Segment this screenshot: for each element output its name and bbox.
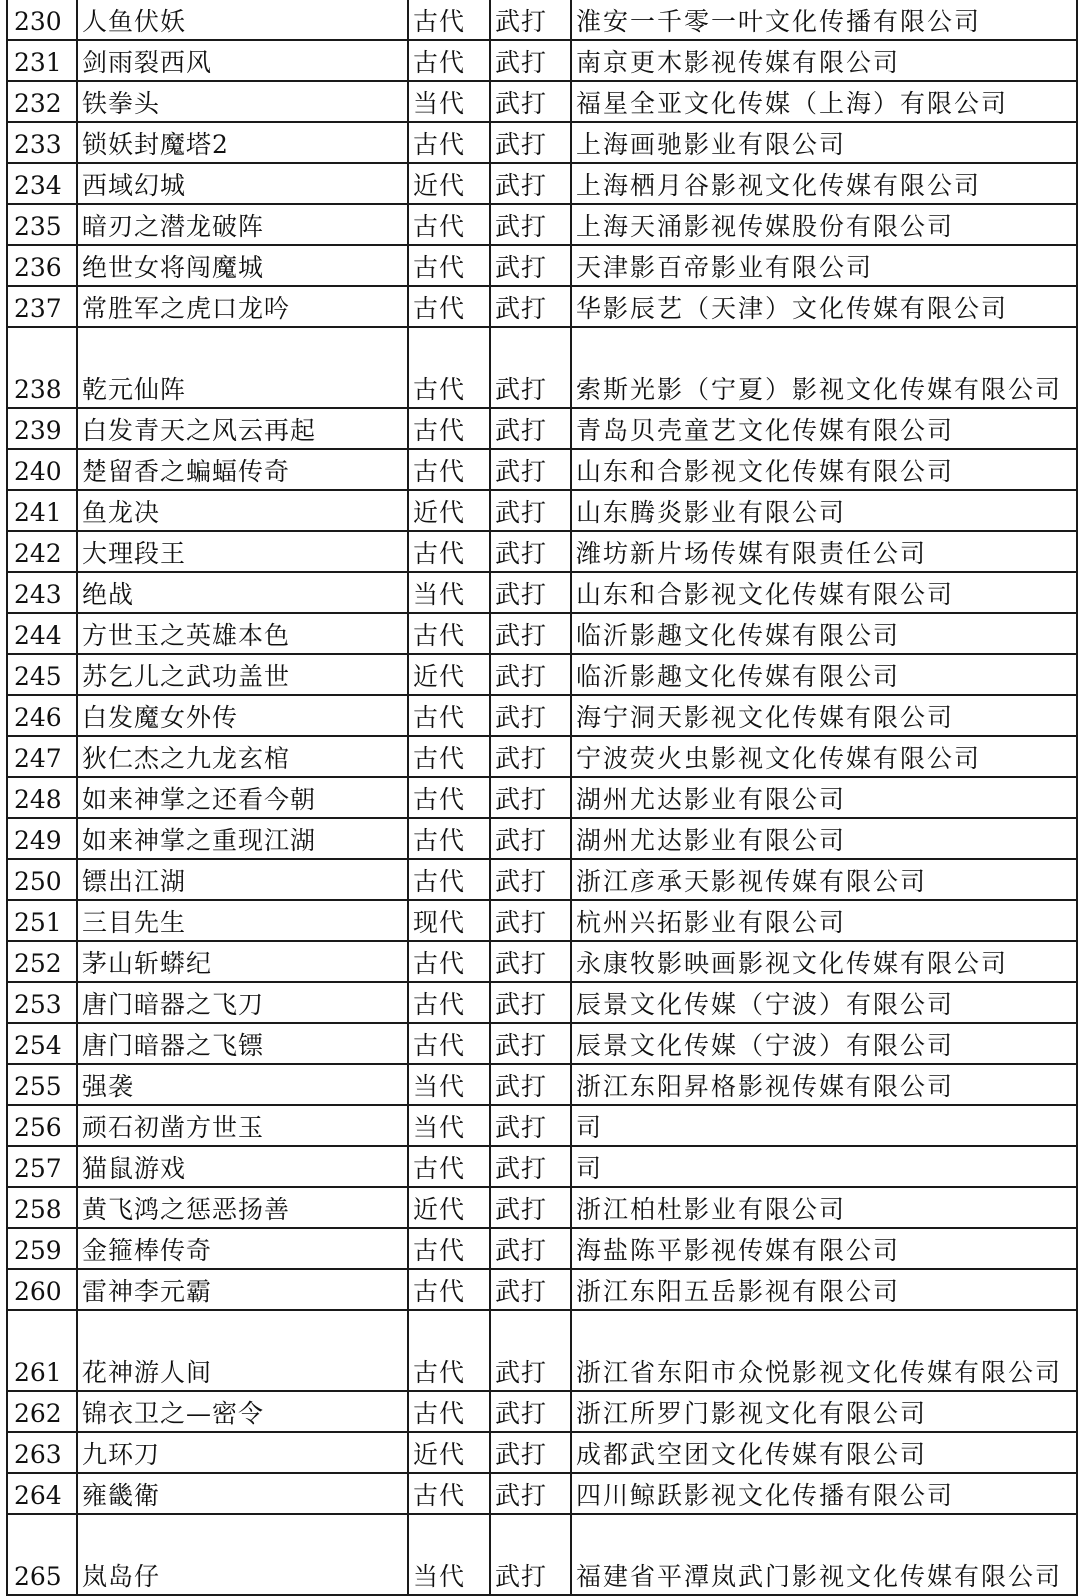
genre-cell: 武打: [490, 572, 571, 613]
genre-cell: 武打: [490, 1310, 571, 1391]
table-row: [7, 818, 1077, 859]
genre-cell: 武打: [490, 1432, 571, 1473]
serial-number-cell: 250: [7, 859, 77, 900]
company-cell: 山东和合影视文化传媒有限公司: [571, 449, 1077, 490]
serial-number-cell: 258: [7, 1187, 77, 1228]
table-row: [7, 408, 1077, 449]
company-cell: 天津影百帝影业有限公司: [571, 245, 1077, 286]
title-cell: 金箍棒传奇: [77, 1228, 408, 1269]
era-cell: 现代: [408, 900, 490, 941]
company-cell: 山东和合影视文化传媒有限公司: [571, 572, 1077, 613]
title-cell: 如来神掌之还看今朝: [77, 777, 408, 818]
company-cell: 浙江所罗门影视文化有限公司: [571, 1391, 1077, 1432]
genre-cell: 武打: [490, 613, 571, 654]
title-cell: 铁拳头: [77, 81, 408, 122]
table-row: [7, 122, 1077, 163]
table-row: [7, 859, 1077, 900]
company-cell: 华影辰艺（天津）文化传媒有限公司: [571, 286, 1077, 327]
title-cell: 大理段王: [77, 531, 408, 572]
table-row: [7, 777, 1077, 818]
genre-cell: 武打: [490, 1473, 571, 1514]
genre-cell: 武打: [490, 449, 571, 490]
company-cell: 南京更木影视传媒有限公司: [571, 40, 1077, 81]
serial-number-cell: 256: [7, 1105, 77, 1146]
era-cell: 古代: [408, 1269, 490, 1310]
serial-number-cell: 248: [7, 777, 77, 818]
company-cell: 宁波荧火虫影视文化传媒有限公司: [571, 736, 1077, 777]
genre-cell: 武打: [490, 1064, 571, 1105]
era-cell: 当代: [408, 81, 490, 122]
title-cell: 苏乞儿之武功盖世: [77, 654, 408, 695]
serial-number-cell: 247: [7, 736, 77, 777]
table-row: [7, 1146, 1077, 1187]
genre-cell: 武打: [490, 163, 571, 204]
table-row: [7, 613, 1077, 654]
table-row: [7, 1473, 1077, 1514]
genre-cell: 武打: [490, 695, 571, 736]
genre-cell: 武打: [490, 1228, 571, 1269]
genre-cell: 武打: [490, 245, 571, 286]
era-cell: 古代: [408, 531, 490, 572]
genre-cell: 武打: [490, 408, 571, 449]
table-row: [7, 941, 1077, 982]
serial-number-cell: 262: [7, 1391, 77, 1432]
company-cell: 浙江彦承天影视传媒有限公司: [571, 859, 1077, 900]
serial-number-cell: 236: [7, 245, 77, 286]
title-cell: 岚岛仔: [77, 1514, 408, 1595]
era-cell: 古代: [408, 736, 490, 777]
era-cell: 古代: [408, 245, 490, 286]
serial-number-cell: 264: [7, 1473, 77, 1514]
title-cell: 三目先生: [77, 900, 408, 941]
era-cell: 古代: [408, 1228, 490, 1269]
genre-cell: 武打: [490, 122, 571, 163]
title-cell: 强袭: [77, 1064, 408, 1105]
serial-number-cell: 233: [7, 122, 77, 163]
serial-number-cell: 232: [7, 81, 77, 122]
title-cell: 茅山斩蟒纪: [77, 941, 408, 982]
table-row: [7, 204, 1077, 245]
era-cell: 古代: [408, 982, 490, 1023]
table-row: [7, 490, 1077, 531]
table-row: [7, 0, 1077, 40]
company-cell: 浙江柏杜影业有限公司: [571, 1187, 1077, 1228]
era-cell: 古代: [408, 859, 490, 900]
genre-cell: 武打: [490, 654, 571, 695]
title-cell: 狄仁杰之九龙玄棺: [77, 736, 408, 777]
table-row: [7, 1432, 1077, 1473]
company-cell: 青岛贝壳童艺文化传媒有限公司: [571, 408, 1077, 449]
title-cell: 鱼龙决: [77, 490, 408, 531]
era-cell: 古代: [408, 1391, 490, 1432]
era-cell: 古代: [408, 941, 490, 982]
title-cell: 九环刀: [77, 1432, 408, 1473]
serial-number-cell: 251: [7, 900, 77, 941]
title-cell: 白发魔女外传: [77, 695, 408, 736]
genre-cell: 武打: [490, 1023, 571, 1064]
serial-number-cell: 230: [7, 0, 77, 40]
title-cell: 雷神李元霸: [77, 1269, 408, 1310]
title-cell: 楚留香之蝙蝠传奇: [77, 449, 408, 490]
genre-cell: 武打: [490, 40, 571, 81]
company-cell: 成都武空团文化传媒有限公司: [571, 1432, 1077, 1473]
genre-cell: 武打: [490, 1146, 571, 1187]
company-cell: 四川鲸跃影视文化传播有限公司: [571, 1473, 1077, 1514]
era-cell: 古代: [408, 1473, 490, 1514]
company-cell: 司: [571, 1105, 1077, 1146]
table-row: [7, 1310, 1077, 1391]
genre-cell: 武打: [490, 1187, 571, 1228]
serial-number-cell: 242: [7, 531, 77, 572]
table-row: [7, 40, 1077, 81]
era-cell: 古代: [408, 449, 490, 490]
company-cell: 浙江省东阳市众悦影视文化传媒有限公司: [571, 1310, 1077, 1391]
genre-cell: 武打: [490, 531, 571, 572]
serial-number-cell: 245: [7, 654, 77, 695]
serial-number-cell: 234: [7, 163, 77, 204]
serial-number-cell: 237: [7, 286, 77, 327]
era-cell: 近代: [408, 490, 490, 531]
title-cell: 如来神掌之重现江湖: [77, 818, 408, 859]
table-row: [7, 1064, 1077, 1105]
title-cell: 花神游人间: [77, 1310, 408, 1391]
film-list-body: [7, 0, 1077, 1595]
company-cell: 湖州尤达影业有限公司: [571, 777, 1077, 818]
title-cell: 人鱼伏妖: [77, 0, 408, 40]
title-cell: 唐门暗器之飞刀: [77, 982, 408, 1023]
company-cell: 上海画驰影业有限公司: [571, 122, 1077, 163]
company-cell: 上海栖月谷影视文化传媒有限公司: [571, 163, 1077, 204]
serial-number-cell: 238: [7, 327, 77, 408]
table-row: [7, 572, 1077, 613]
genre-cell: 武打: [490, 736, 571, 777]
era-cell: 古代: [408, 818, 490, 859]
genre-cell: 武打: [490, 0, 571, 40]
company-cell: 辰景文化传媒（宁波）有限公司: [571, 982, 1077, 1023]
era-cell: 当代: [408, 1514, 490, 1595]
table-row: [7, 531, 1077, 572]
title-cell: 锁妖封魔塔2: [77, 122, 408, 163]
table-row: [7, 1269, 1077, 1310]
table-row: [7, 736, 1077, 777]
table-row: [7, 695, 1077, 736]
era-cell: 近代: [408, 163, 490, 204]
title-cell: 方世玉之英雄本色: [77, 613, 408, 654]
table-row: [7, 982, 1077, 1023]
title-cell: 唐门暗器之飞镖: [77, 1023, 408, 1064]
serial-number-cell: 246: [7, 695, 77, 736]
era-cell: 古代: [408, 1023, 490, 1064]
genre-cell: 武打: [490, 777, 571, 818]
company-cell: 福建省平潭岚武门影视文化传媒有限公司: [571, 1514, 1077, 1595]
table-row: [7, 81, 1077, 122]
genre-cell: 武打: [490, 81, 571, 122]
serial-number-cell: 240: [7, 449, 77, 490]
era-cell: 古代: [408, 40, 490, 81]
company-cell: 上海天涌影视传媒股份有限公司: [571, 204, 1077, 245]
genre-cell: 武打: [490, 1269, 571, 1310]
serial-number-cell: 235: [7, 204, 77, 245]
serial-number-cell: 261: [7, 1310, 77, 1391]
table-row: [7, 449, 1077, 490]
title-cell: 暗刃之潜龙破阵: [77, 204, 408, 245]
title-cell: 常胜军之虎口龙吟: [77, 286, 408, 327]
era-cell: 古代: [408, 408, 490, 449]
serial-number-cell: 259: [7, 1228, 77, 1269]
era-cell: 古代: [408, 613, 490, 654]
era-cell: 古代: [408, 777, 490, 818]
table-row: [7, 286, 1077, 327]
company-cell: 潍坊新片场传媒有限责任公司: [571, 531, 1077, 572]
company-cell: 海宁洞天影视文化传媒有限公司: [571, 695, 1077, 736]
table-row: [7, 327, 1077, 408]
title-cell: 白发青天之风云再起: [77, 408, 408, 449]
table-row: [7, 1023, 1077, 1064]
era-cell: 古代: [408, 1310, 490, 1391]
company-cell: 索斯光影（宁夏）影视文化传媒有限公司: [571, 327, 1077, 408]
title-cell: 西域幻城: [77, 163, 408, 204]
company-cell: 淮安一千零一叶文化传播有限公司: [571, 0, 1077, 40]
era-cell: 古代: [408, 695, 490, 736]
table-row: [7, 1105, 1077, 1146]
serial-number-cell: 254: [7, 1023, 77, 1064]
table-row: [7, 1391, 1077, 1432]
serial-number-cell: 241: [7, 490, 77, 531]
table-row: [7, 654, 1077, 695]
genre-cell: 武打: [490, 900, 571, 941]
era-cell: 古代: [408, 327, 490, 408]
genre-cell: 武打: [490, 982, 571, 1023]
title-cell: 剑雨裂西风: [77, 40, 408, 81]
serial-number-cell: 260: [7, 1269, 77, 1310]
era-cell: 当代: [408, 572, 490, 613]
genre-cell: 武打: [490, 818, 571, 859]
genre-cell: 武打: [490, 327, 571, 408]
era-cell: 古代: [408, 204, 490, 245]
era-cell: 近代: [408, 654, 490, 695]
genre-cell: 武打: [490, 286, 571, 327]
era-cell: 当代: [408, 1105, 490, 1146]
genre-cell: 武打: [490, 859, 571, 900]
serial-number-cell: 249: [7, 818, 77, 859]
title-cell: 猫鼠游戏: [77, 1146, 408, 1187]
table-row: [7, 1187, 1077, 1228]
title-cell: 绝世女将闯魔城: [77, 245, 408, 286]
company-cell: 杭州兴拓影业有限公司: [571, 900, 1077, 941]
company-cell: 浙江东阳昇格影视传媒有限公司: [571, 1064, 1077, 1105]
company-cell: 临沂影趣文化传媒有限公司: [571, 654, 1077, 695]
company-cell: 永康牧影映画影视文化传媒有限公司: [571, 941, 1077, 982]
title-cell: 锦衣卫之—密令: [77, 1391, 408, 1432]
title-cell: 顽石初凿方世玉: [77, 1105, 408, 1146]
company-cell: 司: [571, 1146, 1077, 1187]
era-cell: 近代: [408, 1187, 490, 1228]
serial-number-cell: 253: [7, 982, 77, 1023]
serial-number-cell: 239: [7, 408, 77, 449]
company-cell: 山东腾炎影业有限公司: [571, 490, 1077, 531]
company-cell: 海盐陈平影视传媒有限公司: [571, 1228, 1077, 1269]
serial-number-cell: 252: [7, 941, 77, 982]
title-cell: 绝战: [77, 572, 408, 613]
era-cell: 古代: [408, 122, 490, 163]
table-row: [7, 245, 1077, 286]
company-cell: 福星全亚文化传媒（上海）有限公司: [571, 81, 1077, 122]
era-cell: 古代: [408, 0, 490, 40]
table-row: [7, 1228, 1077, 1269]
serial-number-cell: 265: [7, 1514, 77, 1595]
title-cell: 镖出江湖: [77, 859, 408, 900]
company-cell: 湖州尤达影业有限公司: [571, 818, 1077, 859]
genre-cell: 武打: [490, 204, 571, 245]
era-cell: 古代: [408, 1146, 490, 1187]
serial-number-cell: 243: [7, 572, 77, 613]
table-row: [7, 163, 1077, 204]
genre-cell: 武打: [490, 490, 571, 531]
serial-number-cell: 255: [7, 1064, 77, 1105]
company-cell: 浙江东阳五岳影视有限公司: [571, 1269, 1077, 1310]
title-cell: 黄飞鸿之惩恶扬善: [77, 1187, 408, 1228]
serial-number-cell: 257: [7, 1146, 77, 1187]
genre-cell: 武打: [490, 1391, 571, 1432]
era-cell: 当代: [408, 1064, 490, 1105]
company-cell: 辰景文化传媒（宁波）有限公司: [571, 1023, 1077, 1064]
table-row: [7, 900, 1077, 941]
genre-cell: 武打: [490, 1105, 571, 1146]
serial-number-cell: 263: [7, 1432, 77, 1473]
era-cell: 古代: [408, 286, 490, 327]
film-list-table: [6, 0, 1078, 1596]
title-cell: 乾元仙阵: [77, 327, 408, 408]
company-cell: 临沂影趣文化传媒有限公司: [571, 613, 1077, 654]
era-cell: 近代: [408, 1432, 490, 1473]
serial-number-cell: 231: [7, 40, 77, 81]
table-row: [7, 1514, 1077, 1595]
genre-cell: 武打: [490, 1514, 571, 1595]
serial-number-cell: 244: [7, 613, 77, 654]
title-cell: 雍畿衛: [77, 1473, 408, 1514]
genre-cell: 武打: [490, 941, 571, 982]
